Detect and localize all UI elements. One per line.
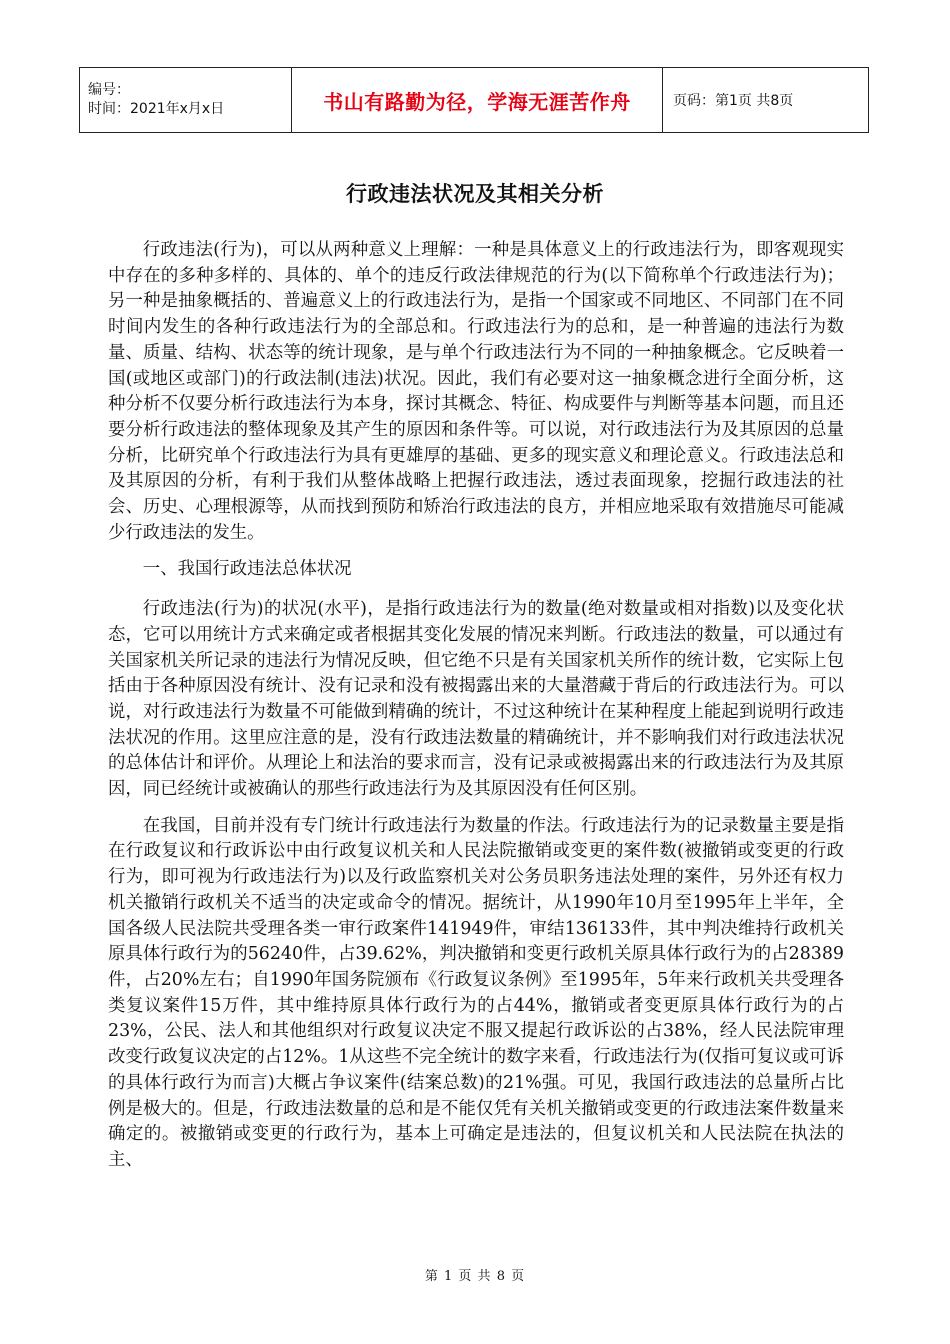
document-header xyxy=(79,67,869,133)
document-title: 行政违法状况及其相关分析 xyxy=(346,182,604,206)
document-number-label: 编号： xyxy=(88,82,130,98)
header-motto: 书山有路勤为径，学海无涯苦作舟 xyxy=(292,68,663,133)
body-paragraph: 在我国，目前并没有专门统计行政违法行为数量的作法。行政违法行为的记录数量主要是指在行政复议和行政诉讼中由行政复议机关和人民法院撤销或变更的案件数(被撤销或变更的行政行为，即可视为行政违法行为)以及行政监察机关对公务员职务违法处理的案件，另外还有权力机关撤销行政机关不适当的决定或命令的情况。据统计，从1990年10月至1995年上半年，全国各级人民法院共受理各类一审行政案件141949件，审结136133件，其中判决维持行政机关原具体行政行为的56240件，占39.62%，判决撤销和变更行政机关原具体行政行为的占28389件，占20%左右；自1990年国务院颁布《行政复议条例》至1995年，5年来行政机关共受理各类复议案件15万件，其中维持原具体行政行为的占44%，撤销或者变更原具体行政行为的占23%，公民、法人和其他组织对行政复议决定不服又提起行政诉讼的占38%，经人民法院审理改变行政复议决定的占12%。1从这些不完全统计的数字来看，行政违法行为(仅指可复议或可诉的具体行政行为而言)大概占争议案件(结案总数)的21%强。可见，我国行政违法的总量所占比例是极大的。但是，行政违法数量的总和是不能仅凭有关机关撤销或变更的行政违法案件数量来确定的。被撤销或变更的行政行为，基本上可确定是违法的，但复议机关和人民法院在执法的主、 xyxy=(108,815,844,1170)
page-footer: 第 1 页 共 8 页 xyxy=(424,1269,526,1284)
document-date-label: 时间：2021年x月x日 xyxy=(88,101,225,117)
section-heading: 一、我国行政违法总体状况 xyxy=(142,559,352,580)
document-body xyxy=(108,238,844,1185)
header-meta-cell xyxy=(80,68,292,133)
body-paragraph: 行政违法(行为)，可以从两种意义上理解：一种是具体意义上的行政违法行为，即客观现实中存在的多种多样的、具体的、单个的违反行政法律规范的行为(以下简称单个行政违法行为)；另一种是抽象概括的、普遍意义上的行政违法行为，是指一个国家或不同地区、不同部门在不同时间内发生的各种行政违法行为的全部总和。行政违法行为的总和，是一种普遍的违法行为数量、质量、结构、状态等的统计现象，是与单个行政违法行为不同的一种抽象概念。它反映着一国(或地区或部门)的行政法制(违法)状况。因此，我们有必要对这一抽象概念进行全面分析，这种分析不仅要分析行政违法行为本身，探讨其概念、特征、构成要件与判断等基本问题，而且还要分析行政违法的整体现象及其产生的原因和条件等。可以说，对行政违法行为及其原因的总量分析，比研究单个行政违法行为具有更雄厚的基础、更多的现实意义和理论意义。行政违法总和及其原因的分析，有利于我们从整体战略上把握行政违法，透过表面现象，挖掘行政违法的社会、历史、心理根源等，从而找到预防和矫治行政违法的良方，并相应地采取有效措施尽可能减少行政违法的发生。 xyxy=(108,240,844,543)
header-page-info: 页码：第1页 共8页 xyxy=(663,68,869,133)
body-paragraph: 行政违法(行为)的状况(水平)，是指行政违法行为的数量(绝对数量或相对指数)以及变化状态，它可以用统计方式来确定或者根据其变化发展的情况来判断。行政违法的数量，可以通过有关国家机关所记录的违法行为情况反映，但它绝不只是有关国家机关所作的统计数，它实际上包括由于各种原因没有统计、没有记录和没有被揭露出来的大量潜藏于背后的行政违法行为。可以说，对行政违法行为数量不可能做到精确的统计，不过这种统计在某种程度上能起到说明行政违法状况的作用。这里应注意的是，没有行政违法数量的精确统计，并不影响我们对行政违法状况的总体估计和评价。从理论上和法治的要求而言，没有记录或被揭露出来的行政违法行为及其原因，同已经统计或被确认的那些行政违法行为及其原因没有任何区别。 xyxy=(108,599,844,800)
